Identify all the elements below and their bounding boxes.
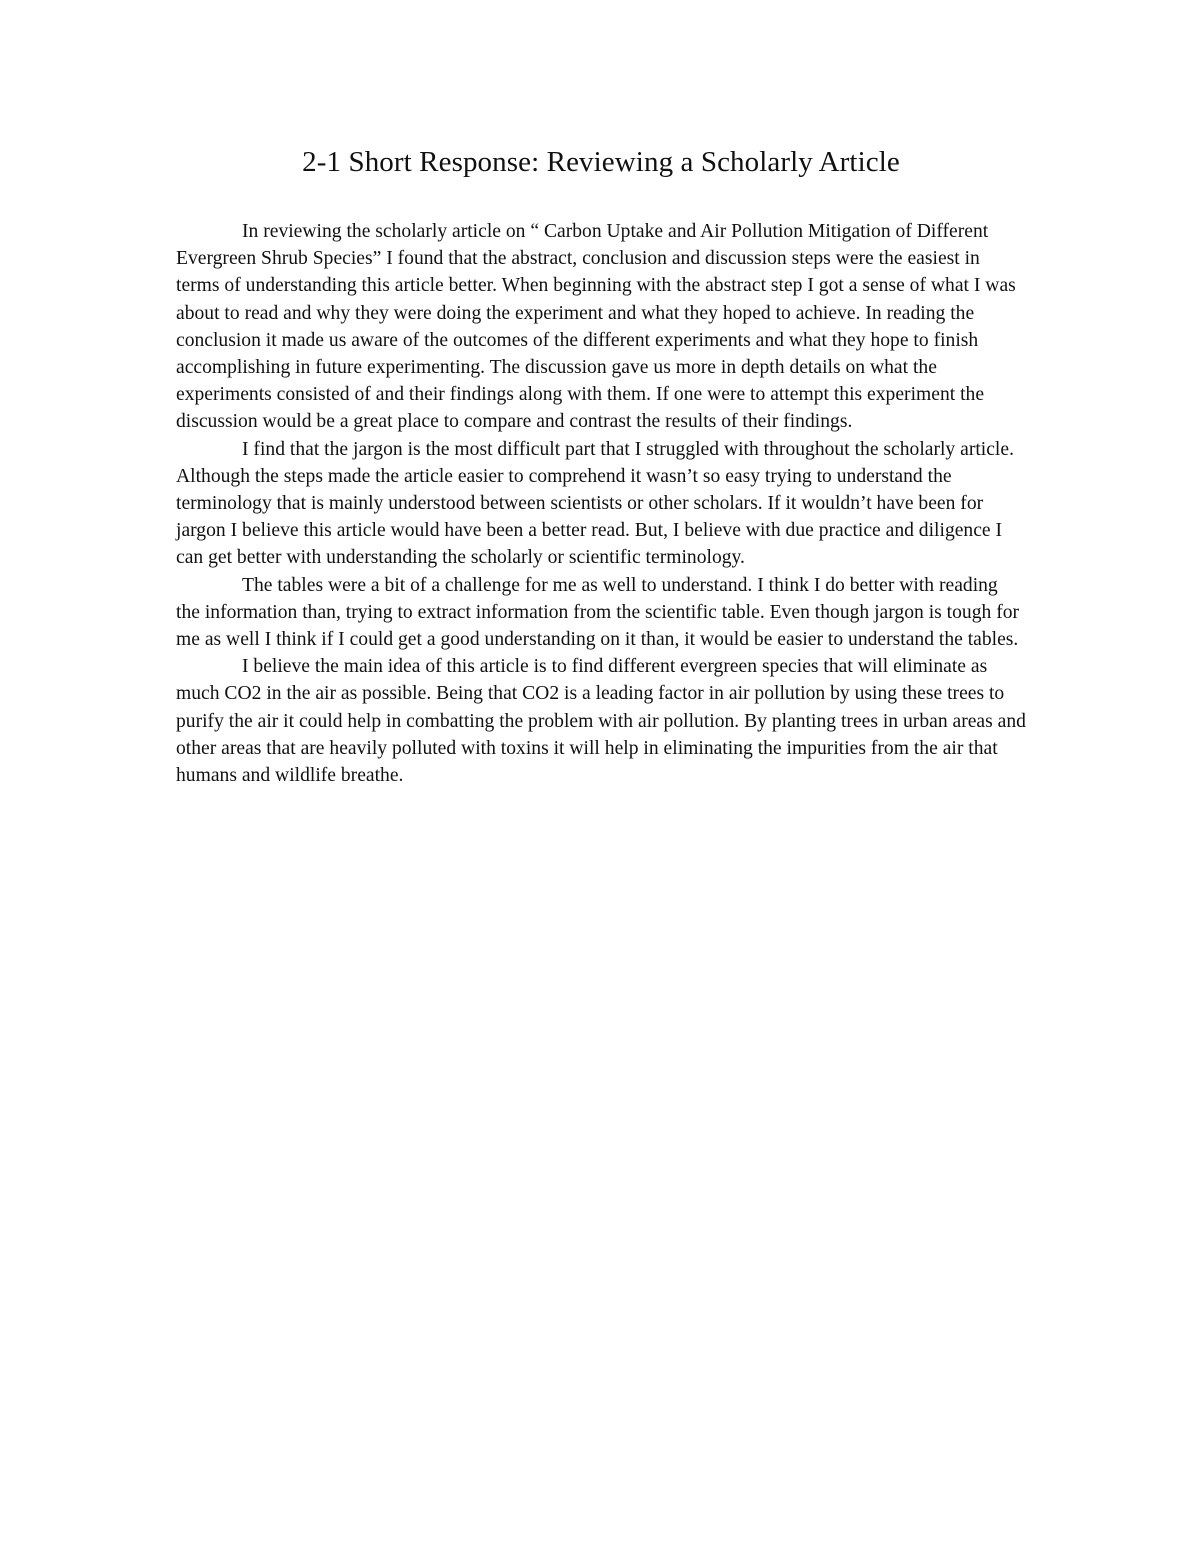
document-body: [176, 140, 1026, 789]
paragraph-2: I find that the jargon is the most difficult part that I struggled with throughout the scholarly article. Although the steps made the article easier to comprehend it wasn’t so easy trying to understand the terminology that is mainly understood between scientists or other scholars. If it wouldn’t have been for jargon I believe this article would have been a better read. But, I believe with due practice and diligence I can get better with understanding the scholarly or scientific terminology.: [176, 438, 1014, 569]
paragraph-1: In reviewing the scholarly article on “ Carbon Uptake and Air Pollution Mitigation of Different Evergreen Shrub Species” I found that the abstract, conclusion and discussion steps were the easiest in terms of understanding this article better. When beginning with the abstract step I got a sense of what I was about to read and why they were doing the experiment and what they hoped to achieve. In reading the conclusion it made us aware of the outcomes of the different experiments and what they hope to finish accomplishing in future experimenting. The discussion gave us more in depth details on what the experiments consisted of and their findings along with them. If one were to attempt this experiment the discussion would be a great place to compare and contrast the results of their findings.: [176, 221, 1016, 433]
paragraph-4: I believe the main idea of this article is to find different evergreen species that will eliminate as much CO2 in the air as possible. Being that CO2 is a leading factor in air pollution by using these trees to purify the air it could help in combatting the problem with air pollution. By planting trees in urban areas and other areas that are heavily polluted with toxins it will help in eliminating the impurities from the air that humans and wildlife breathe.: [176, 656, 1026, 787]
paragraph-3: The tables were a bit of a challenge for me as well to understand. I think I do better with reading the information than, trying to extract information from the scientific table. Even though jargon is tough for me as well I think if I could get a good understanding on it than, it would be easier to understand the tables.: [176, 574, 1020, 651]
document-title: 2-1 Short Response: Reviewing a Scholarly Article: [302, 146, 900, 178]
